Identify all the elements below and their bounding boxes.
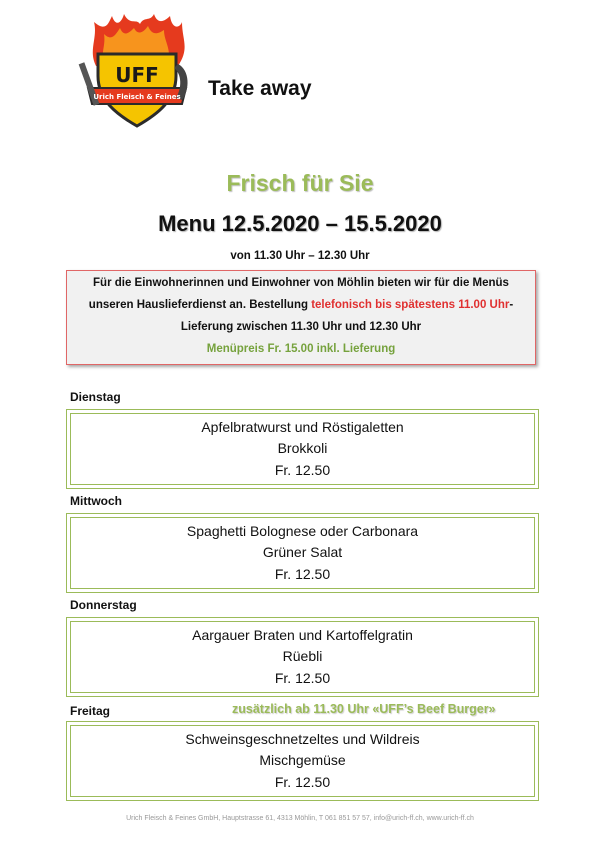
logo-banner-text: Urich Fleisch & Feines [93, 93, 181, 101]
dish-side: Brokkoli [277, 440, 328, 457]
dish-price: Fr. 12.50 [274, 669, 331, 686]
dish-price: Fr. 12.50 [274, 461, 331, 478]
logo-text: UFF [115, 63, 159, 87]
dish-price: Fr. 12.50 [274, 565, 331, 582]
info-line-3: Lieferung zwischen 11.30 Uhr und 12.30 Uhr [180, 321, 422, 333]
day-label: Mittwoch [70, 494, 122, 508]
dish-main: Schweinsgeschnetzeltes und Wildreis [185, 730, 420, 747]
uff-logo [78, 14, 196, 134]
delivery-info-box [66, 270, 536, 365]
day-label: Dienstag [70, 390, 121, 404]
service-hours: von 11.30 Uhr – 12.30 Uhr [230, 250, 370, 262]
day-label: Donnerstag [70, 598, 137, 612]
dish-price: Fr. 12.50 [274, 773, 331, 790]
footer-address: Urich Fleisch & Feines GmbH, Hauptstrasse 61, 4313 Möhlin, T 061 851 57 57, info@urich-ff.ch, www.urich-ff.ch [126, 815, 474, 822]
dish-box [66, 513, 539, 593]
dish-main: Apfelbratwurst und Röstigaletten [201, 418, 404, 435]
dish-main: Spaghetti Bolognese oder Carbonara [186, 522, 419, 539]
dish-main: Aargauer Braten und Kartoffelgratin [192, 626, 413, 643]
info-line-2: unseren Hauslieferdienst an. Bestellung telefonisch bis spätestens 11.00 Uhr- [88, 299, 514, 311]
info-line-1: Für die Einwohnerinnen und Einwohner von Möhlin bieten wir für die Menüs [93, 277, 509, 289]
order-deadline: telefonisch bis spätestens 11.00 Uhr [311, 299, 510, 311]
dish-box [66, 721, 539, 801]
dish-side: Mischgemüse [259, 752, 346, 769]
menu-price: Menüpreis Fr. 15.00 inkl. Lieferung [206, 343, 396, 355]
headline: Frisch für Sie [226, 170, 374, 196]
menu-title: Menu 12.5.2020 – 15.5.2020 [158, 211, 442, 236]
dish-box [66, 409, 539, 489]
tagline: Take away [208, 77, 312, 100]
dish-side: Grüner Salat [262, 544, 343, 561]
dish-box [66, 617, 539, 697]
day-label: Freitag [70, 704, 111, 718]
friday-special: zusätzlich ab 11.30 Uhr «UFF’s Beef Burger» [232, 702, 496, 716]
dish-side: Rüebli [282, 648, 323, 665]
